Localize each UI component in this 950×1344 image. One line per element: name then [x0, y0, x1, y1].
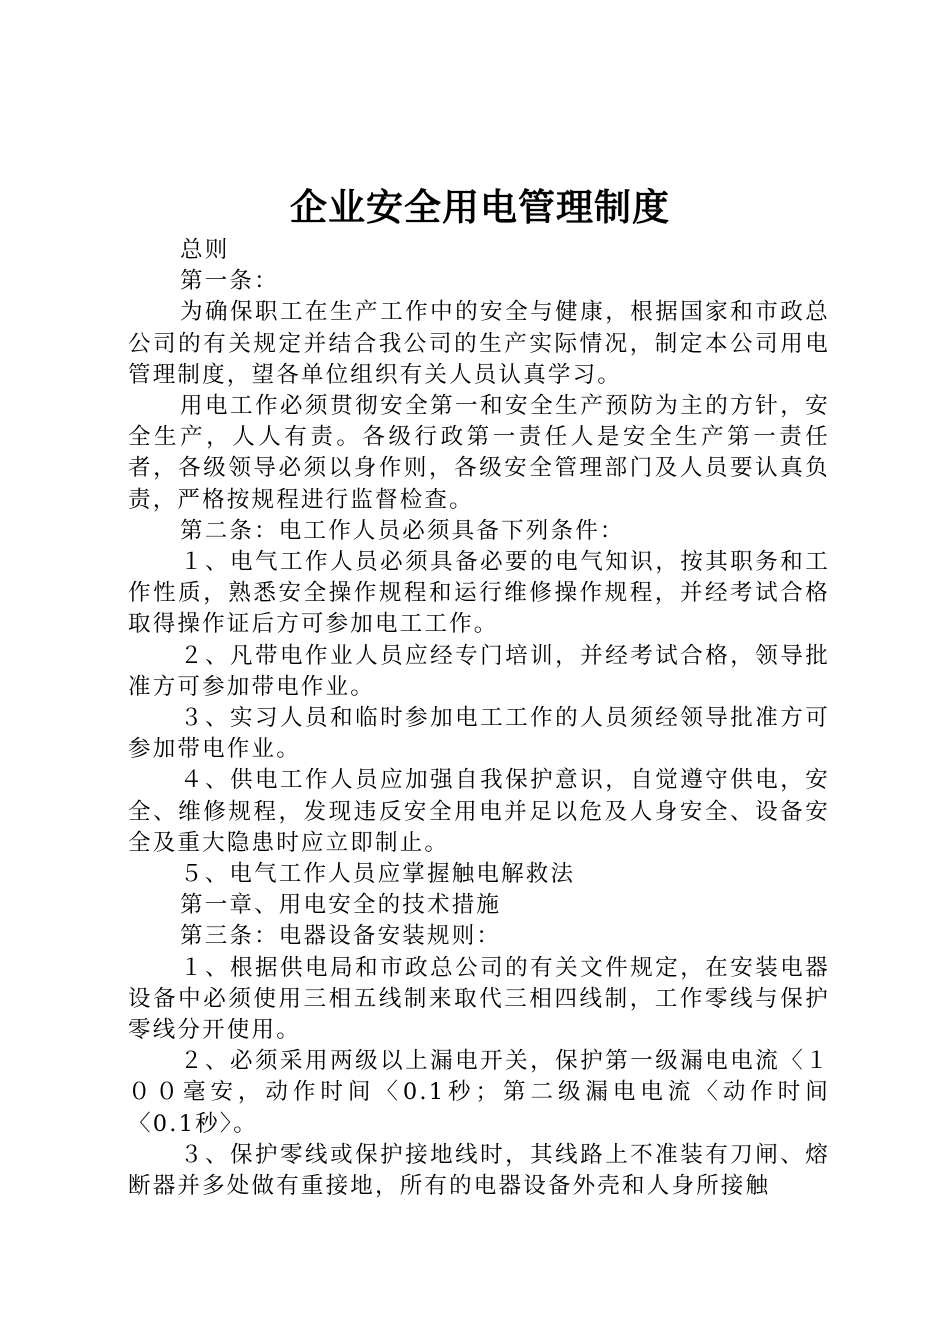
article-3-heading: 第三条：电器设备安装规则： — [180, 923, 502, 950]
article-3-item-2: ２、必须采用两级以上漏电开关，保护第一级漏电电流〈１００毫安，动作时间〈0.1秒；第二级漏电电流〈动作时间〈0.1秒〉。 — [128, 1048, 830, 1137]
document-body — [128, 235, 830, 1202]
article-2-item-1: １、电气工作人员必须具备必要的电气知识，按其职务和工作性质，熟悉安全操作规程和运行维修操作规程，并经考试合格取得操作证后方可参加电工工作。 — [128, 549, 830, 638]
article-2-item-2: ２、凡带电作业人员应经专门培训，并经考试合格，领导批准方可参加带电作业。 — [128, 642, 830, 700]
section-general: 总则 — [180, 237, 230, 263]
document-title: 企业安全用电管理制度 — [290, 186, 670, 229]
article-3-item-3: ３、保护零线或保护接地线时，其线路上不准装有刀闸、熔断器并多处做有重接地，所有的电器设备外壳和人身所接触 — [128, 1141, 830, 1200]
chapter-1-heading: 第一章、用电安全的技术措施 — [180, 892, 502, 919]
article-2-item-5: ５、电气工作人员应掌握触电解救法 — [180, 861, 576, 888]
article-1-paragraph: 为确保职工在生产工作中的安全与健康，根据国家和市政总公司的有关规定并结合我公司的生产实际情况，制定本公司用电管理制度，望各单位组织有关人员认真学习。 — [128, 299, 830, 388]
article-2-item-3: ３、实习人员和临时参加电工工作的人员须经领导批准方可参加带电作业。 — [128, 705, 830, 763]
article-2-heading: 第二条：电工作人员必须具备下列条件： — [180, 517, 625, 544]
article-1-heading: 第一条： — [180, 268, 279, 295]
article-3-item-1: １、根据供电局和市政总公司的有关文件规定，在安装电器设备中必须使用三相五线制来取代三相四线制，工作零线与保护零线分开使用。 — [128, 954, 830, 1044]
article-2-item-4: ４、供电工作人员应加强自我保护意识，自觉遵守供电，安全、维修规程，发现违反安全用电并足以危及人身安全、设备安全及重大隐患时应立即制止。 — [128, 767, 830, 856]
policy-paragraph: 用电工作必须贯彻安全第一和安全生产预防为主的方针，安全生产，人人有责。各级行政第一责任人是安全生产第一责任者，各级领导必须以身作则，各级安全管理部门及人员要认真负责，严格按规程进行监督检查。 — [128, 393, 830, 513]
